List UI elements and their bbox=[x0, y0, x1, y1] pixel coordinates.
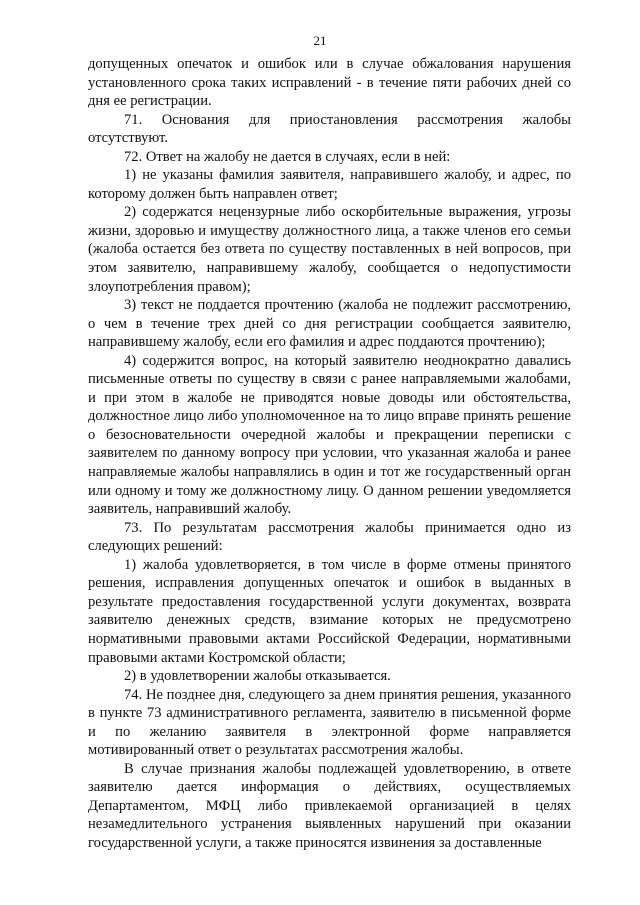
paragraph-72-item-3: 3) текст не поддается прочтению (жалоба не подлежит рассмотрению, о чем в течение трех дней со дня регистрации сообщается заявителю, направившему жалобу, если его фамилия и адрес поддаются прочтению); bbox=[88, 297, 571, 351]
paragraph-73-item-2: 2) в удовлетворении жалобы отказывается. bbox=[124, 668, 391, 685]
paragraph-74-continuation: В случае признания жалобы подлежащей удовлетворению, в ответе заявителю дается информация о действиях, осуществляемых Департаментом, МФЦ либо привлекаемой организацией в целях незамедлительного устранения выявленных нарушений при оказании государственной услуги, а также приносятся извинения за доставленные bbox=[88, 760, 571, 851]
document-body bbox=[88, 55, 571, 853]
paragraph-72: 72. Ответ на жалобу не дается в случаях, если в ней: bbox=[124, 148, 451, 165]
paragraph-73: 73. По результатам рассмотрения жалобы принимается одно из следующих решений: bbox=[88, 519, 571, 555]
paragraph-72-item-1: 1) не указаны фамилия заявителя, направившего жалобу, и адрес, по которому должен быть направлен ответ; bbox=[88, 167, 571, 202]
page-number: 21 bbox=[313, 33, 327, 48]
paragraph-71: 71. Основания для приостановления рассмотрения жалобы отсутствуют. bbox=[88, 111, 571, 147]
paragraph-73-item-1: 1) жалоба удовлетворяется, в том числе в форме отмены принятого решения, исправления допущенных опечаток и ошибок в выданных в результате предоставления государственной услуги документах, возврата заявителю денежных средств, взимание которых не предусмотрено нормативными правовыми актами Российской Федерации, нормативными правовыми актами Костромской области; bbox=[88, 556, 571, 666]
paragraph-continuation: допущенных опечаток и ошибок или в случае обжалования нарушения установленного срока таких исправлений - в течение пяти рабочих дней со дня ее регистрации. bbox=[88, 56, 571, 110]
paragraph-72-item-4: 4) содержится вопрос, на который заявителю неоднократно давались письменные ответы по существу в связи с ранее направляемыми жалобами, и при этом в жалобе не приводятся новые доводы или обстоятельства, должностное лицо либо уполномоченное на то лицо вправе принять решение о безосновательности очередной жалобы и прекращении переписки с заявителем по данному вопросу при условии, что указанная жалоба и ранее направляемые жалобы направлялись в один и тот же государственный орган или одному и тому же должностному лицу. О данном решении уведомляется заявитель, направивший жалобу. bbox=[88, 352, 571, 518]
paragraph-74: 74. Не позднее дня, следующего за днем принятия решения, указанного в пункте 73 административного регламента, заявителю в письменной форме и по желанию заявителя в электронной форме направляется мотивированный ответ о результатах рассмотрения жалобы. bbox=[88, 686, 571, 759]
paragraph-72-item-2: 2) содержатся нецензурные либо оскорбительные выражения, угрозы жизни, здоровью и имуществу должностного лица, а также членов его семьи (жалоба остается без ответа по существу поставленных в ней вопросов, при этом заявителю, направившему жалобу, сообщается о недопустимости злоупотребления правом); bbox=[88, 204, 571, 295]
